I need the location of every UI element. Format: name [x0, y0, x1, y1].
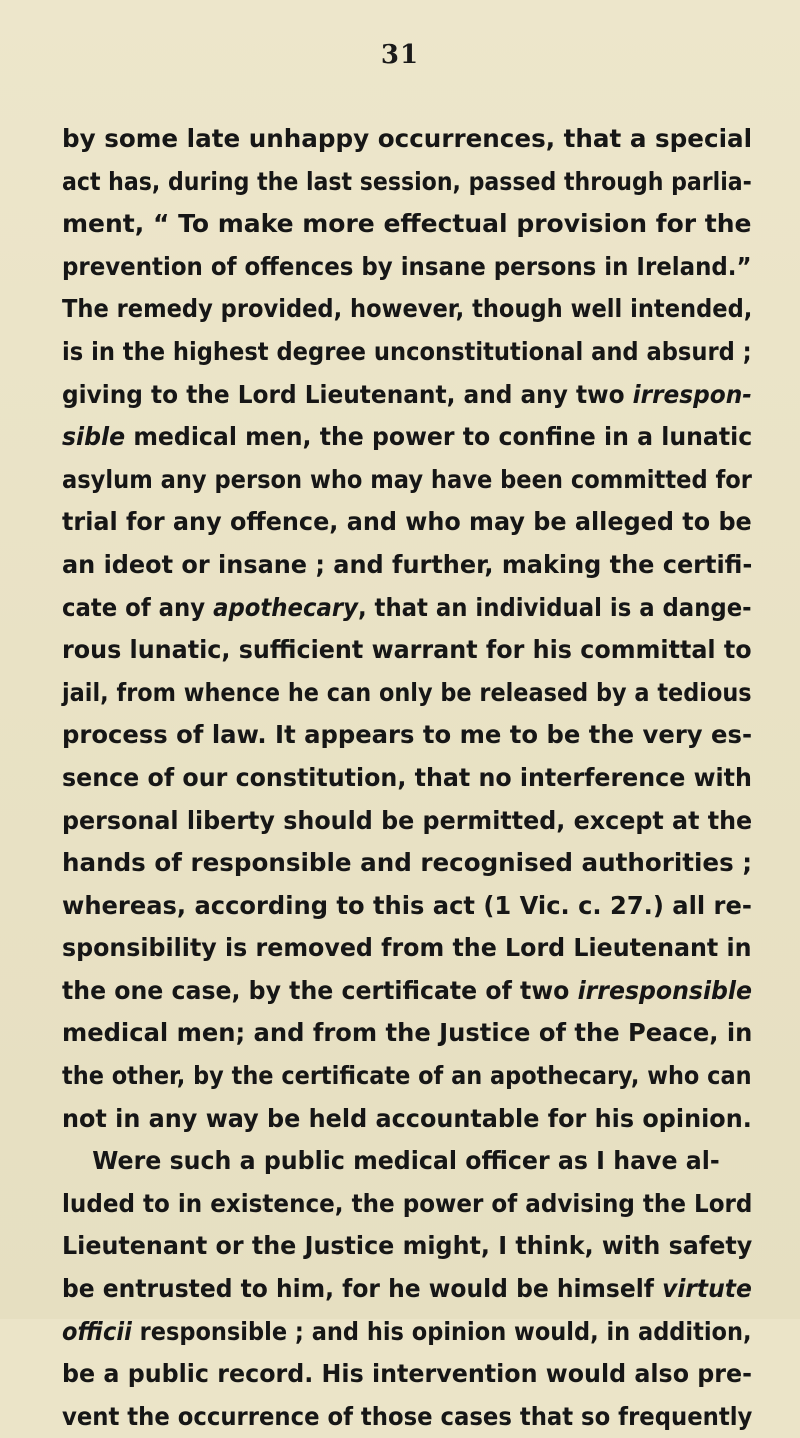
text-segment: personal liberty should be permitted, except at the: [62, 805, 753, 835]
text-line: [62, 1353, 765, 1396]
text-segment: the one case, by the certificate of two: [62, 975, 578, 1005]
italic-text-segment: virtute: [662, 1274, 752, 1304]
body-text: [62, 118, 800, 1438]
text-line: [62, 714, 780, 757]
text-line: [62, 459, 752, 502]
italic-text-segment: irrespon-: [632, 379, 752, 409]
text-line: [62, 629, 767, 672]
text-segment: the other, by the certificate of an apothecary, who can: [62, 1061, 752, 1091]
text-line: [62, 416, 760, 459]
text-segment: asylum any person who may have been committed for: [62, 464, 752, 494]
text-line: [62, 757, 764, 800]
text-segment: sponsibility is removed from the Lord Lieutenant in: [62, 933, 752, 963]
text-line: [62, 1311, 752, 1354]
text-line: [62, 1055, 752, 1098]
text-line: [62, 885, 777, 928]
text-segment: not in any way be held accountable for his opinion.: [62, 1103, 752, 1133]
text-segment: jail, from whence he can only be released by a tedious: [62, 677, 752, 707]
text-segment: ment, “ To make more effectual provision for the: [62, 209, 752, 239]
text-segment: cate of any: [62, 592, 214, 622]
text-segment: be a public record. His intervention would also pre-: [62, 1359, 753, 1389]
text-segment: be entrusted to him, for he would be himself: [62, 1274, 663, 1304]
text-line: [62, 1098, 769, 1141]
page-number: 31: [380, 40, 420, 70]
text-line: [62, 672, 752, 715]
text-line: [62, 161, 752, 204]
text-line: [62, 1012, 778, 1055]
text-line: [62, 800, 766, 843]
italic-text-segment: irresponsible: [577, 975, 753, 1005]
text-segment: vent the occurrence of those cases that so frequently: [62, 1401, 753, 1431]
text-segment: Lieutenant or the Justice might, I think, with safety: [62, 1231, 753, 1261]
text-line: [62, 1396, 753, 1438]
text-line: [62, 246, 752, 289]
text-segment: whereas, according to this act (1 Vic. c. 27.) all re-: [62, 890, 752, 920]
text-segment: medical men; and from the Justice of the Peace, in: [62, 1018, 753, 1048]
text-segment: an ideot or insane ; and further, making the certifi-: [62, 549, 753, 579]
text-line: [62, 1183, 753, 1226]
text-segment: responsible ; and his opinion would, in addition,: [131, 1316, 752, 1346]
text-segment: act has, during the last session, passed through parlia-: [62, 166, 752, 196]
text-segment: Were such a public medical officer as I have al-: [92, 1146, 720, 1176]
text-line: [62, 927, 764, 970]
text-segment: giving to the Lord Lieutenant, and any two: [62, 379, 633, 409]
text-line: [62, 331, 752, 374]
text-segment: sence of our constitution, that no interference with: [62, 762, 752, 792]
text-segment: by some late unhappy occurrences, that a special: [62, 124, 753, 153]
text-line: [62, 203, 800, 246]
text-line: [62, 587, 752, 630]
text-segment: hands of responsible and recognised authorities ;: [62, 848, 753, 878]
text-segment: luded to in existence, the power of advising the Lord: [62, 1188, 753, 1218]
text-segment: The remedy provided, however, though well intended,: [62, 294, 753, 324]
text-line: [62, 118, 790, 161]
text-line: [62, 970, 760, 1013]
text-line: [62, 544, 771, 587]
text-line: [62, 1140, 763, 1183]
text-segment: rous lunatic, sufficient warrant for his committal to: [62, 635, 752, 665]
text-segment: process of law. It appears to me to be the very es-: [62, 720, 753, 750]
italic-text-segment: officii: [62, 1316, 132, 1346]
text-segment: trial for any offence, and who may be alleged to be: [62, 507, 752, 537]
text-segment: , that an individual is a dange-: [357, 592, 752, 622]
text-line: [62, 501, 769, 544]
text-segment: prevention of offences by insane persons in Ireland.”: [62, 251, 752, 281]
text-line: [62, 1268, 755, 1311]
italic-text-segment: sible: [62, 422, 126, 452]
text-segment: medical men, the power to confine in a lunatic: [125, 422, 753, 452]
text-line: [62, 374, 750, 417]
text-line: [62, 842, 789, 885]
text-line: [62, 288, 753, 331]
text-line: [62, 1225, 766, 1268]
italic-text-segment: apothecary: [213, 592, 358, 622]
text-segment: is in the highest degree unconstitutional and absurd ;: [62, 336, 752, 366]
